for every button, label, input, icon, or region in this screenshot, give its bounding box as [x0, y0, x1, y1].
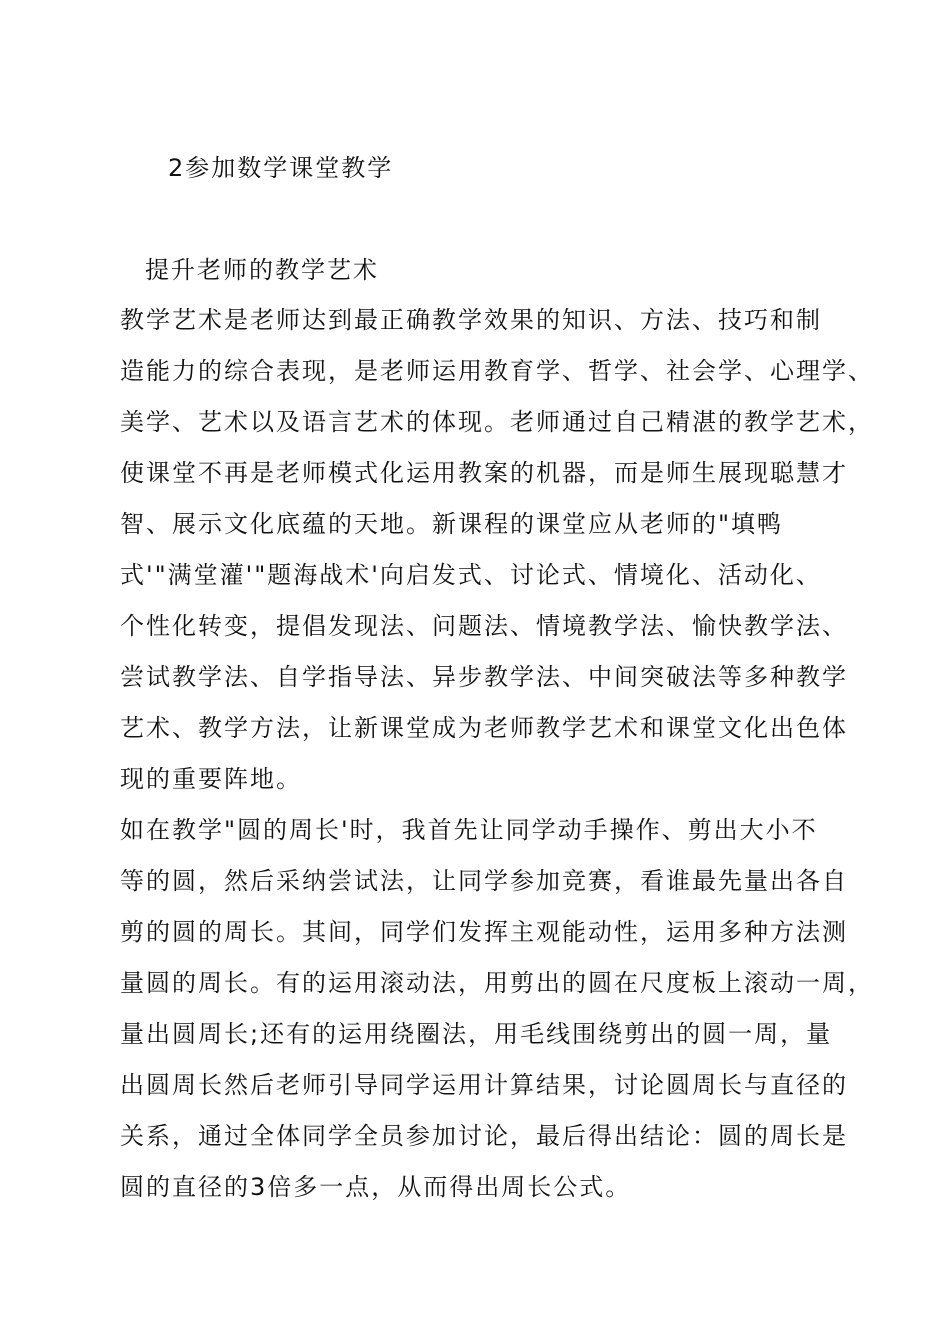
paragraph-line: 教学艺术是老师达到最正确教学效果的知识、方法、技巧和制 — [120, 306, 822, 334]
section-heading: 2参加数学课堂教学 — [168, 154, 394, 182]
paragraph-line: 美学、艺术以及语言艺术的体现。老师通过自己精湛的教学艺术， — [120, 408, 874, 436]
paragraph-line: 智、展示文化底蕴的天地。新课程的课堂应从老师的"填鸭 — [120, 510, 784, 538]
paragraph-line: 关系，通过全体同学全员参加讨论，最后得出结论：圆的周长是 — [120, 1122, 848, 1150]
paragraph-line: 如在教学"圆的周长'时，我首先让同学动手操作、剪出大小不 — [120, 816, 818, 844]
paragraph-line: 剪的圆的周长。其间，同学们发挥主观能动性，运用多种方法测 — [120, 918, 848, 946]
paragraph-line: 使课堂不再是老师模式化运用教案的机器，而是师生展现聪慧才 — [120, 459, 848, 487]
paragraph-line: 造能力的综合表现，是老师运用教育学、哲学、社会学、心理学、 — [120, 357, 874, 385]
paragraph-line: 出圆周长然后老师引导同学运用计算结果，讨论圆周长与直径的 — [120, 1071, 848, 1099]
paragraph-line: 现的重要阵地。 — [120, 765, 302, 793]
paragraph-line: 圆的直径的3倍多一点，从而得出周长公式。 — [120, 1173, 632, 1201]
paragraph-line: 量出圆周长;还有的运用绕圈法，用毛线围绕剪出的圆一周，量 — [120, 1020, 833, 1048]
paragraph-line: 个性化转变，提倡发现法、问题法、情境教学法、愉快教学法、 — [120, 612, 848, 640]
paragraph-line: 等的圆，然后采纳尝试法，让同学参加竞赛，看谁最先量出各自 — [120, 867, 848, 895]
paragraph-line: 式'"满堂灌'"题海战术'向启发式、讨论式、情境化、活动化、 — [120, 561, 822, 589]
paragraph-line: 量圆的周长。有的运用滚动法，用剪出的圆在尺度板上滚动一周， — [120, 969, 874, 997]
paragraph-line: 艺术、教学方法，让新课堂成为老师教学艺术和课堂文化出色体 — [120, 714, 848, 742]
section-subheading: 提升老师的教学艺术 — [145, 256, 379, 284]
paragraph-line: 尝试教学法、自学指导法、异步教学法、中间突破法等多种教学 — [120, 663, 848, 691]
